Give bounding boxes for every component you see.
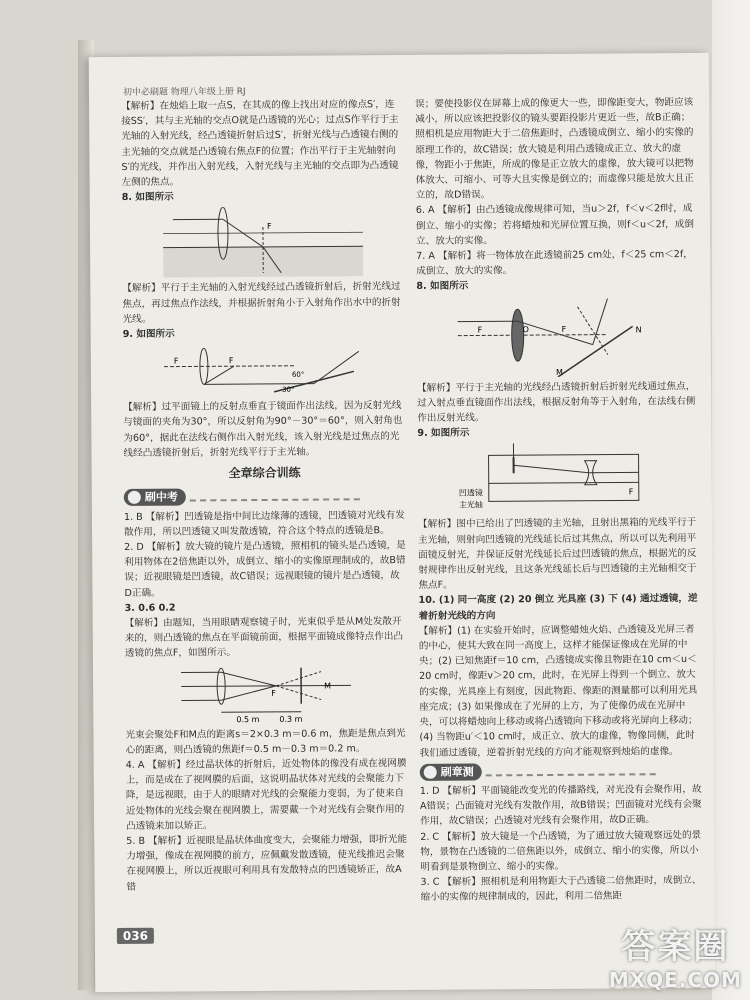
banner-row-2 [420,759,702,784]
banner-divider [486,773,656,776]
concave-lens-label: 凹透镜 [458,488,483,499]
section-title: 全章综合训练 [228,465,301,481]
answer-4: 4. A 【解析】经过晶状体的折射后，近处物体的像没有成在视网膜上，而是成在了视网膜的后面，这说明晶状体对光线的会聚能力下降，是远视眼，由于人的眼睛对光线的会聚能力变弱，为了使来自近处物体的光线会聚在视网膜上，需要戴一个对光线有会聚作用的凸透镜来加以矫正。 [125,757,407,832]
figure-8-lens-mirror [457,296,658,377]
left-focus-label: F [477,325,483,335]
answer-9-analysis: 【解析】过平面镜上的反射点垂直于镜面作出法线，因为反射光线与镜面的夹角为30°，所以反射角为90°－30°＝60°，则入射角也为60°，据此在法线右侧作出入射光线，该入射光线是过焦点的光线经凸透镜折射后，折射光线平行于主光轴。 [123,400,403,459]
angle-60-label: 60° [291,370,305,379]
question-9-label: 9. 如图所示 [417,427,470,440]
next-page-edge [712,0,750,1000]
virtual-top [276,671,321,685]
right-focus-label: F [561,324,567,334]
answer-7-analysis: 【解析】在烛焰上取一点S，在其成的像上找出对应的像点S′，连接SS′，其与主光轴的交点O就是凸透镜的光心；过点S作平行于主光轴的入射光线，经凸透镜折射后过S′，折射光线与凸透镜右侧的主光轴的交点就是凸透镜右焦点F的位置；作出平行于主光轴射向S′的光线，并作出入射光线，入射光线与主光轴的交点即为凸透镜左侧的焦点。 [121,99,399,188]
banner-divider [190,499,360,502]
chapter-answer-3: 3. C 【解析】照相机是利用物距大于凸透镜二倍焦距时，成倒立、缩小的实像的规律制成的，因此，利用二倍焦距 [420,875,702,904]
answer-10: 10. (1) 同一高度 (2) 20 倒立 光具座 (3) 下 (4) 通过透镜，逆着折射光线的方向 [418,593,698,622]
answer-5-continued: 误；要使投影仪在屏幕上成的像更大一些，即像距变大，物距应该减小，所以应该把投影仪的镜头要距投影片更近一些，故B正确；照相机是应用物距大于二倍焦距时，凸透镜成倒立、缩小的实像的原理工作的，故C错误；放大镜是利用凸透镜成正立、放大的虚像，物距小于焦距，所成的像是正立放大的虚像，放大镜可以把物体放大、可缩小、可等大且实像是倒立的；而虚像只能是放大且正立的，故D错误。 [415,96,694,202]
chapter-answer-1: 1. D 【解析】平面镜能改变光的传播路线，对光没有会聚作用，故A错误；凸面镜对光线有发散作用，故B错误；凹面镜对光线有会聚作用，故C错误；凸透镜对光线有会聚作用，故D正确。 [419,783,702,828]
answer-3: 3. 0.6 0.2 [124,602,176,614]
answer-8-analysis: 【解析】平行于主光轴的入射光线经过凸透镜折射后，折射光线过焦点，再过焦点作法线，并根据折射角小于入射角作出水中的折射光线。 [122,281,401,325]
figure-3-lens-focus [181,663,351,724]
angle-30-label: 30° [282,385,295,395]
question-8-label: 8. 如图所示 [416,280,469,293]
main-axis [489,483,639,484]
focus-label: F [266,222,272,232]
black-box [489,455,639,502]
distance-label-1: 0.5 m [236,714,260,724]
answer-1: 1. B 【解析】凹透镜是指中间比边缘薄的透镜，凹透镜对光线有发散作用，所以凹透镜又叫发散透镜，符合这个特点的透镜是B。 [123,509,405,538]
textbook-page [89,53,716,992]
answer-8-analysis: 【解析】平行于主光轴的光线经凸透镜折射后折射光线通过焦点，过入射点垂直镜面作出法线，根据反射角等于入射角，在法线右侧作出反射光线。 [417,380,696,424]
optical-center-label: O [522,324,529,334]
right-column [415,95,703,906]
banner-icon [424,766,437,779]
chapter-answer-2: 2. C 【解析】放大镜是一个凸透镜，为了通过放大镜观察远处的景物，景物在凸透镜的二倍焦距以外，成倒立、缩小的实像，所以小明看到是景物倒立、缩小的实像。 [420,829,702,873]
point-n-label: N [635,324,642,335]
left-column [121,97,409,895]
answer-10-analysis: 【解析】(1) 在实验开始时，应调整蜡烛火焰、凸透镜及光屏三者的中心，使其大致在同一高度上，这样才能保证像成在光屏的中央；(2) 已知焦距f＝10 cm，凸透镜成实像且物距在10 cm＜u＜20 cm时，像距v＞20 cm，此时，在光屏上得到一个倒立、放大的实像，光具座上有刻度，因此物距、像距的测量都可以利用光具座完成；(3) 如果像成在了光屏的上方，为了使像仍成在光屏中央，可以将蜡烛向上移动或将凸透镜向下移动或将光屏向上移动；(4) 当物距u′＜10 cm时，成正立、放大的虚像，物像同侧，此时我们通过透镜，逆着折射光线的方向才能观察到烛焰的虚像。 [418,623,698,759]
main-axis-label: 主光轴 [458,500,483,511]
banner-shuazhongkao: 刷中考 [124,489,186,507]
normal-line [577,306,607,354]
watermark-logo: 答案圈 MXQE.COM [608,927,742,992]
distance-label-2: 0.3 m [279,714,303,724]
banner-row [124,484,406,509]
reflected-ray [314,352,359,384]
focus-label: F [271,688,276,698]
figure-9-lens-mirror [164,343,364,396]
question-9-label: 9. 如图所示 [122,328,175,340]
page-number: 036 [117,928,154,944]
answer-5: 5. B 【解析】近视眼是晶状体曲度变大，会聚能力增强，即折光能力增强，像成在视网膜的前方，应佩戴发散透镜，使光线推迟会聚在视网膜上，所以近视眼可利用具有发散特点的凹透镜矫正，故A错 [126,833,408,893]
figure-8-lens-water [163,207,363,278]
main-axis [458,334,608,335]
answer-7: 7. A 【解析】将一物体放在此透镜前25 cm处，f＜25 cm＜2f，成倒立、放大的实像。 [416,248,693,278]
reflected-ray [514,465,589,474]
parallel-ray [204,384,314,385]
convex-lens [512,309,524,361]
converge-top [221,671,276,685]
reflected-ray [592,298,607,344]
banner-shuazhangce: 刷章测 [420,763,482,781]
point-m-label: M [324,681,332,691]
answer-6: 6. A 【解析】由凸透镜成像规律可知，当u＞2f，f＜v＜2f时，成倒立、缩小的实像；若将蜡烛和光屏位置互换，则f＜u＜2f，成倒立、放大的实像。 [415,203,694,247]
answer-3-result: 光束会聚处F和M点的距离s＝2×0.3 m＝0.6 m，焦距是焦点到光心的距离，则凸透镜的焦距f＝0.5 m－0.3 m＝0.2 m。 [125,727,406,756]
left-focus-label: F [173,356,179,366]
figure-9-black-box [458,443,658,514]
point-m-label: M [555,367,563,377]
main-axis [164,366,294,367]
answer-9-analysis: 【解析】图中已给出了凹透镜的主光轴，且射出黑箱的光线平行于主光轴，则射向凹透镜的光线延长后过其焦点，所以可以先利用平面镜反射光，并保证反射光线延长后过凹透镜的焦点，根据光的反射规律作出反射光线，且这条光线延长后与凹透镜的主光轴相交于焦点F。 [417,517,697,592]
answer-2: 2. D 【解析】放大镜的镜片是凸透镜，照相机的镜头是凸透镜，是利用物体在2倍焦距以外，成倒立、缩小的实像原理制成的，故B错误；近视眼镜是凹透镜，故C错误；远视眼镜的镜片是凸透镜，故D正确。 [124,539,406,599]
banner-icon [128,491,141,504]
running-head: 初中必刷题 物理八年级上册 RJ [122,87,246,98]
right-focus-label: F [228,356,234,366]
focal-ray [204,366,234,384]
focus-label: F [628,487,634,497]
converge-bottom [221,685,276,699]
virtual-bottom [276,685,321,699]
answer-3-analysis: 【解析】由题知，当用眼睛观察镜子时，光束似乎是从M处发散开来的，则凸透镜的焦点在平面镜前面，根据平面镜成像特点作出凸透镜的焦点F，如图所示。 [124,615,404,660]
question-8-label: 8. 如图所示 [121,191,174,204]
